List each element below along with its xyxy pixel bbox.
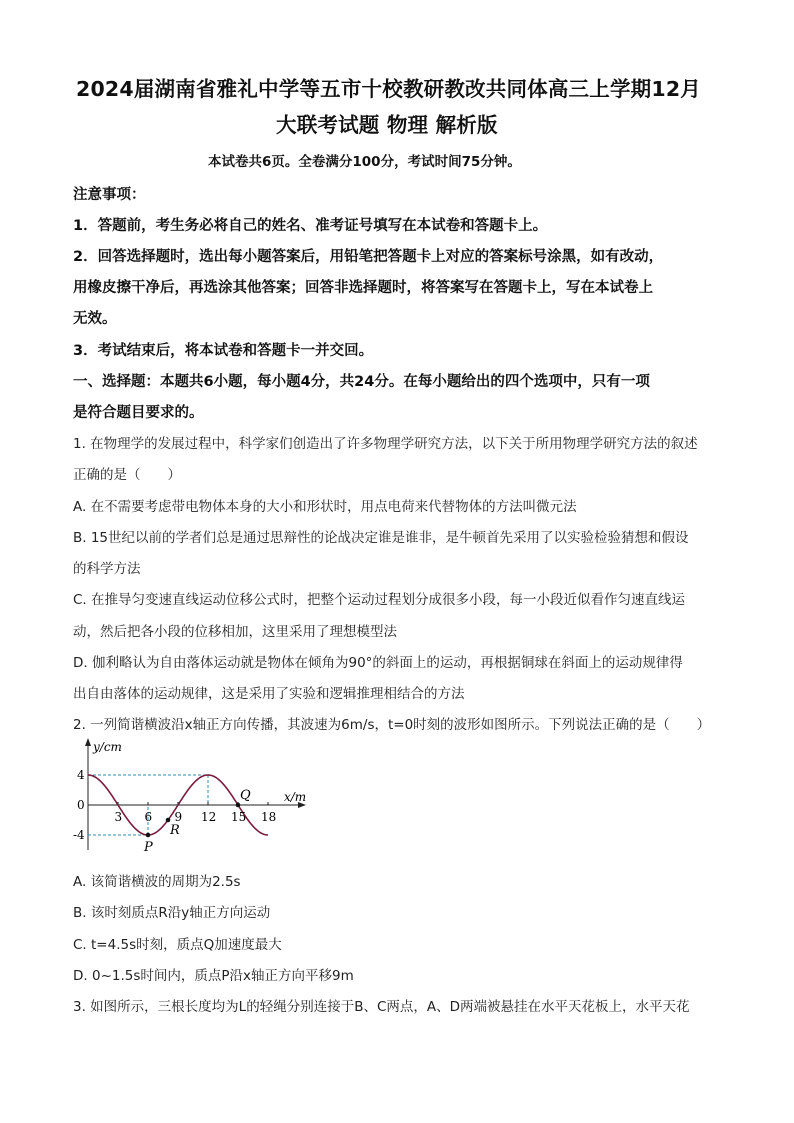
- notice-item-1: 1．答题前，考生务必将自己的姓名、准考证号填写在本试卷和答题卡上。: [73, 218, 548, 234]
- section-1-heading-line-1: 一、选择题：本题共6小题，每小题4分，共24分。在每小题给出的四个选项中，只有一项: [73, 374, 650, 390]
- notice-item-3: 3．考试结束后，将本试卷和答题卡一并交回。: [73, 343, 374, 359]
- x-tick-label-9: 9: [174, 810, 183, 824]
- point-label-R: R: [170, 823, 180, 838]
- y-tick-label-4: 4: [77, 768, 85, 782]
- q1-stem-line-2: 正确的是（ ）: [73, 467, 181, 483]
- q1-option-b-line-1: B. 15世纪以前的学者们总是通过思辩性的论战决定谁是谁非，是牛顿首先采用了以实验检验猜想和假设: [73, 530, 689, 546]
- q2-option-b: B. 该时刻质点R沿y轴正方向运动: [73, 905, 271, 921]
- x-axis-label: x/m: [284, 790, 307, 804]
- notice-item-2-line-1: 2．回答选择题时，选出每小题答案后，用铅笔把答题卡上对应的答案标号涂黑，如有改动，: [73, 249, 664, 265]
- point-P: [146, 833, 151, 838]
- title-line-1: 2024届湖南省雅礼中学等五市十校教研教改共同体高三上学期12月: [76, 77, 701, 101]
- q2-option-a: A. 该简谐横波的周期为2.5s: [73, 874, 241, 890]
- q2-option-c: C. t=4.5s时刻，质点Q加速度最大: [73, 937, 282, 953]
- q1-stem-line-1: 1. 在物理学的发展过程中，科学家们创造出了许多物理学研究方法，以下关于所用物理学研究方法的叙述: [73, 436, 698, 452]
- q2-stem: 2. 一列简谐横波沿x轴正方向传播，其波速为6m/s，t=0时刻的波形如图所示。下列说法正确的是（ ）: [73, 717, 711, 733]
- q1-option-a: A. 在不需要考虑带电物体本身的大小和形状时，用点电荷来代替物体的方法叫微元法: [73, 499, 577, 515]
- notice-item-2-line-2: 用橡皮擦干净后，再选涂其他答案；回答非选择题时，将答案写在答题卡上，写在本试卷上: [73, 280, 653, 296]
- x-tick-label-18: 18: [261, 810, 277, 824]
- notice-heading: 注意事项：: [73, 187, 146, 203]
- q1-option-c-line-2: 动，然后把各小段的位移相加，这里采用了理想模型法: [73, 624, 397, 640]
- x-tick-label-6: 6: [144, 810, 153, 824]
- point-Q: [236, 803, 241, 808]
- y-tick-label--4: -4: [73, 828, 85, 842]
- title-line-2: 大联考试题 物理 解析版: [276, 113, 498, 137]
- point-R: [166, 818, 171, 823]
- q3-stem-partial: 3. 如图所示，三根长度均为L的轻绳分别连接于B、C两点，A、D两端被悬挂在水平天花板上，水平天花: [73, 999, 690, 1015]
- y-tick-label-0: 0: [77, 798, 85, 812]
- q1-option-c-line-1: C. 在推导匀变速直线运动位移公式时，把整个运动过程划分成很多小段，每一小段近似看作匀速直线运: [73, 592, 686, 608]
- y-axis-label: y/cm: [93, 740, 122, 754]
- q2-option-d: D. 0~1.5s时间内，质点P沿x轴正方向平移9m: [73, 968, 354, 984]
- wave-chart: [60, 734, 320, 864]
- subtitle: 本试卷共6页。全卷满分100分，考试时间75分钟。: [208, 154, 521, 170]
- x-tick-label-15: 15: [231, 810, 247, 824]
- q1-option-d-line-2: 出自由落体的运动规律，这是采用了实验和逻辑推理相结合的方法: [73, 686, 465, 702]
- point-label-P: P: [144, 840, 153, 855]
- point-label-Q: Q: [240, 788, 251, 803]
- x-tick-label-3: 3: [114, 810, 123, 824]
- x-tick-label-12: 12: [201, 810, 217, 824]
- q1-option-b-line-2: 的科学方法: [73, 561, 141, 577]
- q1-option-d-line-1: D. 伽利略认为自由落体运动就是物体在倾角为90°的斜面上的运动，再根据铜球在斜面上的运动规律得: [73, 655, 683, 671]
- y-axis-arrow: [85, 738, 91, 746]
- notice-item-2-line-3: 无效。: [73, 311, 117, 327]
- section-1-heading-line-2: 是符合题目要求的。: [73, 405, 204, 421]
